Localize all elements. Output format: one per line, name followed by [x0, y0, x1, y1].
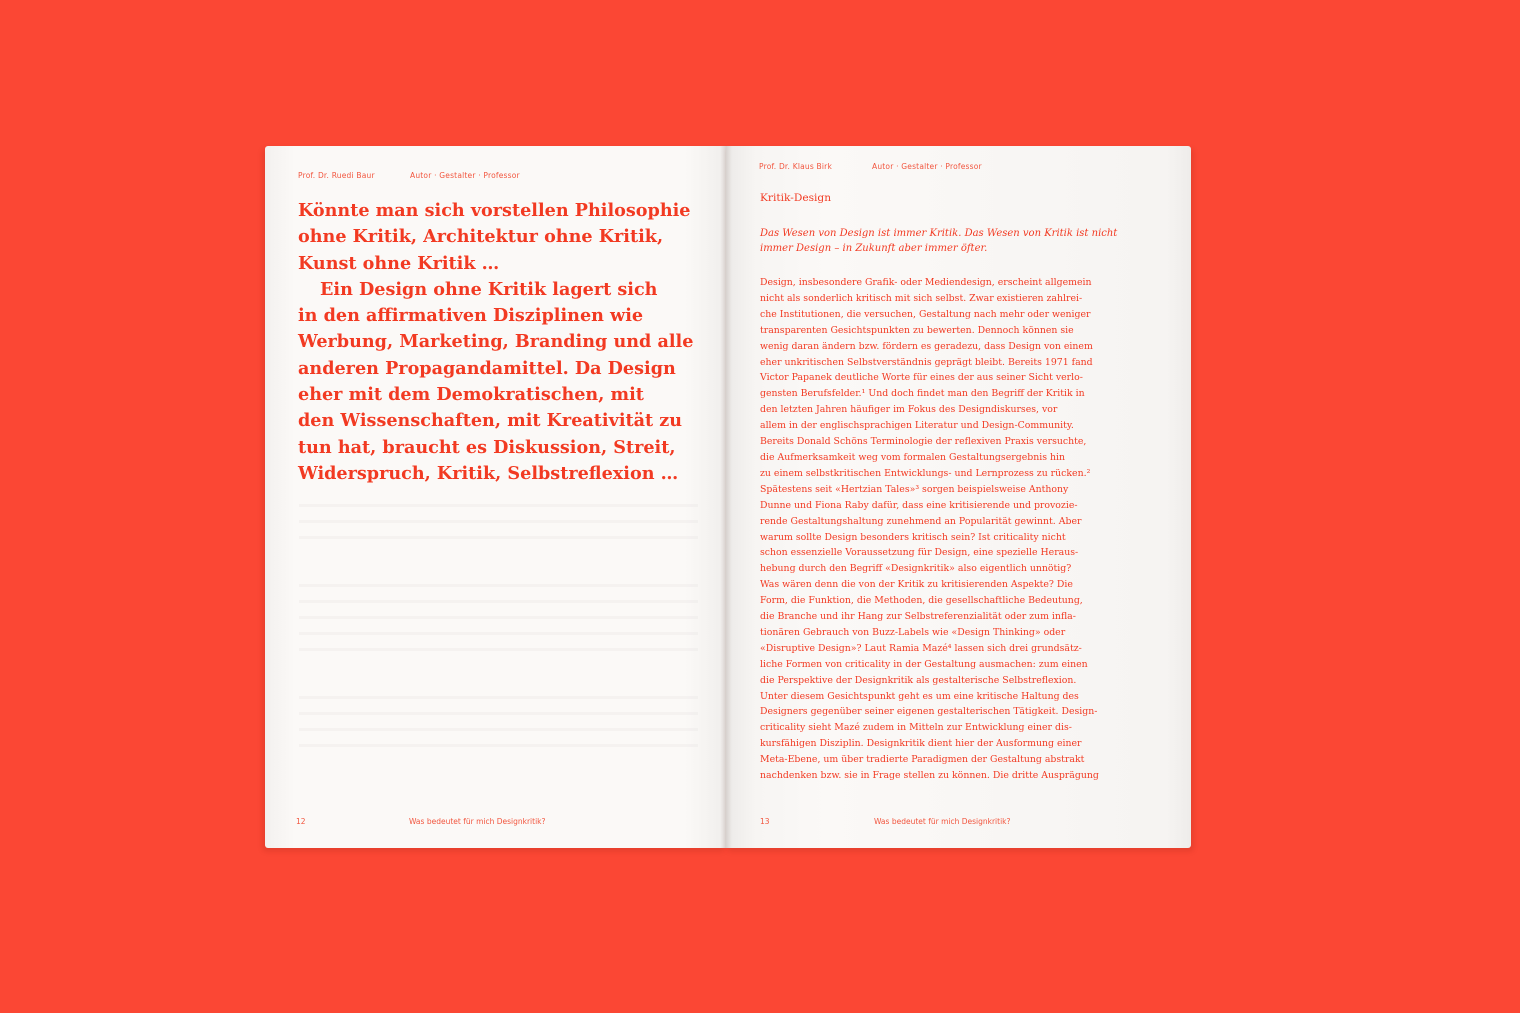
- body-line: Victor Papanek deutliche Worte für eines der aus seiner Sicht verlo-: [760, 372, 1083, 384]
- right-footer-title: Was bedeutet für mich Designkritik?: [874, 817, 1011, 826]
- lead-line: Das Wesen von Design ist immer Kritik. Das Wesen von Kritik ist nicht: [760, 228, 1118, 239]
- show-through-line: [299, 648, 698, 651]
- headline-line: anderen Propagandamittel. Da Design: [298, 357, 676, 379]
- body-line: nachdenken bzw. sie in Frage stellen zu können. Die dritte Ausprägung: [760, 770, 1099, 782]
- headline-line: Ein Design ohne Kritik lagert sich: [320, 278, 658, 300]
- left-page-number: 12: [296, 817, 306, 826]
- show-through-line: [299, 504, 698, 507]
- body-line: rende Gestaltungshaltung zunehmend an Popularität gewinnt. Aber: [760, 515, 1082, 527]
- body-line: «Disruptive Design»? Laut Ramia Mazé⁴ lassen sich drei grundsätz-: [760, 642, 1082, 654]
- body-line: Design, insbesondere Grafik- oder Mediendesign, erscheint allgemein: [760, 277, 1092, 288]
- show-through-line: [299, 536, 698, 539]
- body-line: eher unkritischen Selbstverständnis geprägt bleibt. Bereits 1971 fand: [760, 356, 1093, 368]
- show-through-line: [299, 728, 698, 731]
- show-through-line: [299, 696, 698, 699]
- headline-line: Kunst ohne Kritik …: [298, 252, 500, 274]
- body-line: die Branche und ihr Hang zur Selbstreferenzialität oder zum infla-: [760, 611, 1076, 623]
- body-line: Unter diesem Gesichtspunkt geht es um eine kritische Haltung des: [760, 690, 1079, 702]
- body-paragraph: [760, 275, 1184, 784]
- headline-line: in den affirmativen Disziplinen wie: [298, 305, 644, 327]
- body-line: warum sollte Design besonders kritisch sein? Ist criticality nicht: [760, 531, 1066, 543]
- headline-line: Könnte man sich vorstellen Philosophie: [298, 200, 691, 221]
- lead-line: immer Design – in Zukunft aber immer öfter.: [760, 242, 988, 254]
- body-line: tionären Gebrauch von Buzz-Labels wie «Design Thinking» oder: [760, 626, 1066, 638]
- left-footer-title: Was bedeutet für mich Designkritik?: [409, 817, 546, 826]
- open-book: [265, 146, 1191, 848]
- headline-line: tun hat, braucht es Diskussion, Streit,: [298, 436, 676, 458]
- headline-line: ohne Kritik, Architektur ohne Kritik,: [298, 226, 664, 248]
- body-line: nicht als sonderlich kritisch mit sich selbst. Zwar existieren zahlrei-: [760, 292, 1083, 304]
- show-through-line: [299, 632, 698, 635]
- show-through-line: [299, 584, 698, 587]
- body-line: allem in der englischsprachigen Literatur und Design-Community.: [760, 420, 1074, 432]
- body-line: criticality sieht Mazé zudem in Mitteln zur Entwicklung einer dis-: [760, 722, 1072, 734]
- show-through-line: [299, 616, 698, 619]
- headline-line: Werbung, Marketing, Branding und alle: [298, 331, 694, 353]
- right-page: [726, 146, 1191, 848]
- right-page-number: 13: [760, 817, 770, 826]
- body-line: die Perspektive der Designkritik als gestalterische Selbstreflexion.: [760, 674, 1077, 686]
- body-line: gensten Berufsfelder.¹ Und doch findet man den Begriff der Kritik in: [760, 388, 1085, 400]
- show-through-line: [299, 520, 698, 523]
- left-headline: [298, 198, 718, 487]
- body-line: den letzten Jahren häufiger im Fokus des Designdiskurses, vor: [760, 404, 1058, 416]
- left-running-author: Prof. Dr. Ruedi Baur: [298, 171, 375, 180]
- left-page: [265, 146, 726, 848]
- body-line: Form, die Funktion, die Methoden, die gesellschaftliche Bedeutung,: [760, 595, 1083, 607]
- body-line: che Institutionen, die versuchen, Gestaltung nach mehr oder weniger: [760, 308, 1091, 320]
- body-line: schon essenzielle Voraussetzung für Design, eine spezielle Heraus-: [760, 547, 1079, 559]
- body-line: wenig daran ändern bzw. fördern es geradezu, dass Design von einem: [760, 340, 1093, 352]
- lead-paragraph: [760, 227, 1180, 256]
- headline-line: Widerspruch, Kritik, Selbstreflexion …: [298, 462, 679, 484]
- headline-line: den Wissenschaften, mit Kreativität zu: [298, 410, 683, 432]
- body-line: transparenten Gesichtspunkten zu bewerten. Dennoch können sie: [760, 324, 1074, 336]
- body-line: Spätestens seit «Hertzian Tales»³ sorgen beispielsweise Anthony: [760, 483, 1069, 495]
- body-line: Meta-Ebene, um über tradierte Paradigmen der Gestaltung abstrakt: [760, 754, 1085, 766]
- body-line: kursfähigen Disziplin. Designkritik dient hier der Ausformung einer: [760, 738, 1082, 750]
- right-running-author: Prof. Dr. Klaus Birk: [759, 162, 832, 171]
- headline-line: eher mit dem Demokratischen, mit: [298, 384, 644, 406]
- body-line: Dunne und Fiona Raby dafür, dass eine kritisierende und provozie-: [760, 499, 1078, 511]
- body-line: die Aufmerksamkeit weg vom formalen Gestaltungsergebnis hin: [760, 451, 1065, 463]
- section-title: Kritik-Design: [760, 192, 832, 204]
- body-line: liche Formen von criticality in der Gestaltung ausmachen: zum einen: [760, 658, 1088, 670]
- body-line: Bereits Donald Schöns Terminologie der reflexiven Praxis versuchte,: [760, 436, 1087, 448]
- body-line: Was wären denn die von der Kritik zu kritisierenden Aspekte? Die: [760, 579, 1073, 591]
- show-through-line: [299, 744, 698, 747]
- body-line: Designers gegenüber seiner eigenen gestalterischen Tätigkeit. Design-: [760, 706, 1098, 718]
- book-gutter: [720, 146, 732, 848]
- left-running-roles: Autor · Gestalter · Professor: [410, 171, 520, 180]
- body-line: hebung durch den Begriff «Designkritik» also eigentlich unnötig?: [760, 563, 1072, 575]
- show-through-line: [299, 712, 698, 715]
- right-running-roles: Autor · Gestalter · Professor: [872, 162, 982, 171]
- body-line: zu einem selbstkritischen Entwicklungs- und Lernprozess zu rücken.²: [760, 467, 1091, 479]
- show-through-line: [299, 600, 698, 603]
